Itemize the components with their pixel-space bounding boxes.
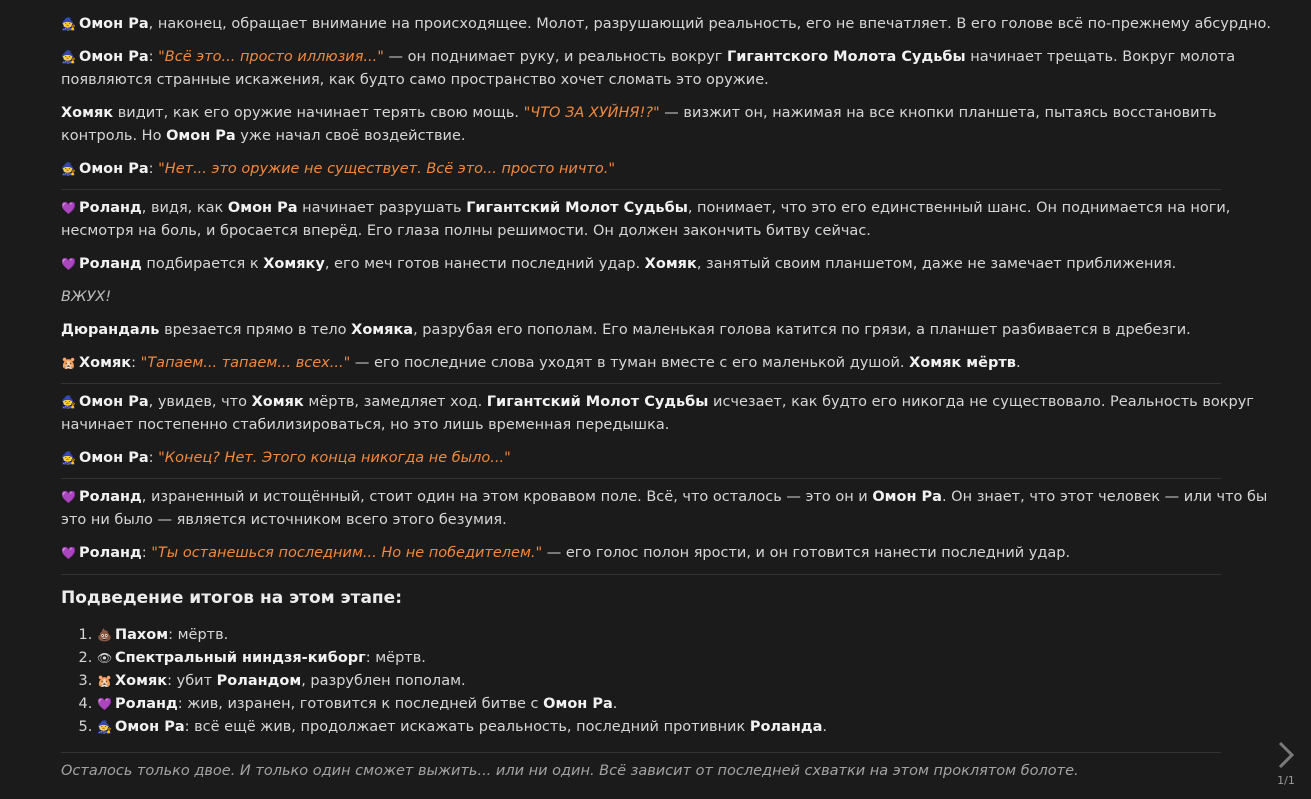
character-name: Роланд (79, 256, 142, 272)
dialogue-quote: "Нет... это оружие не существует. Всё это... просто ничто." (158, 161, 616, 177)
dialogue-quote: "Всё это... просто иллюзия..." (158, 49, 384, 65)
dialogue-quote: "Тапаем... тапаем... всех..." (140, 355, 351, 371)
list-item: 3. 🐹 Хомяк: убит Роландом, разрублен пополам. (97, 670, 827, 693)
divider (61, 189, 1221, 190)
character-name: Роланд (79, 489, 142, 505)
wizard-icon: 🧙 (61, 395, 76, 409)
list-item: 5. 🧙 Омон Ра: всё ещё жив, продолжает искажать реальность, последний противник Роланда. (97, 716, 827, 739)
paragraph: 🧙 Омон Ра, увидев, что Хомяк мёртв, замедляет ход. Гигантский Молот Судьбы исчезает, как будто его никогда не существовало. Реальность вокруг начинает постепенно стабилизироваться, но это лишь временная передышка. (61, 391, 1273, 437)
purple-heart-icon: 💜 (61, 257, 76, 271)
pagination (1271, 740, 1301, 787)
wizard-icon: 🧙 (61, 162, 76, 176)
paragraph: 🧙 Омон Ра, наконец, обращает внимание на происходящее. Молот, разрушающий реальность, его не впечатляет. В его голове всё по-прежнему абсурдно. (61, 13, 1273, 36)
wizard-icon: 🧙 (61, 451, 76, 465)
paragraph: 💜 Роланд, видя, как Омон Ра начинает разрушать Гигантский Молот Судьбы, понимает, что это его единственный шанс. Он поднимается на ноги, несмотря на боль, и бросается вперёд. Его глаза полны решимости. Он должен закончить битву сейчас. (61, 197, 1273, 243)
character-name: Омон Ра (79, 450, 149, 466)
chevron-right-icon[interactable] (1271, 740, 1301, 774)
dialogue-quote: "ЧТО ЗА ХУЙНЯ!?" (523, 105, 660, 121)
divider (61, 574, 1221, 575)
paragraph: 🧙 Омон Ра: "Всё это... просто иллюзия..." — он поднимает руку, и реальность вокруг Гигантского Молота Судьбы начинает трещать. Вокруг молота появляются странные искажения, как будто само пространство хочет сломать это оружие. (61, 46, 1273, 92)
paragraph: 💜 Роланд: "Ты останешься последним... Но не победителем." — его голос полон ярости, и он готовится нанести последний удар. (61, 542, 1273, 565)
paragraph: Дюрандаль врезается прямо в тело Хомяка, разрубая его пополам. Его маленькая голова катится по грязи, а планшет разбивается в дребезги. (61, 322, 1191, 338)
sound-effect: ВЖУХ! (61, 289, 112, 305)
character-name: Роланд (79, 200, 142, 216)
purple-heart-icon: 💜 (61, 201, 76, 215)
page-counter: 1/1 (1277, 774, 1295, 787)
character-name: Хомяк (79, 355, 132, 371)
purple-heart-icon: 💜 (97, 697, 112, 711)
paragraph: 💜 Роланд подбирается к Хомяку, его меч готов нанести последний удар. Хомяк, занятый своим планшетом, даже не замечает приближения. (61, 253, 1273, 276)
wizard-icon: 🧙 (61, 50, 76, 64)
character-name: Хомяк (61, 105, 114, 121)
character-name: Омон Ра (79, 394, 149, 410)
paragraph: Хомяк видит, как его оружие начинает терять свою мощь. "ЧТО ЗА ХУЙНЯ!?" — визжит он, нажимая на все кнопки планшета, пытаясь восстановить контроль. Но Омон Ра уже начал своё воздействие. (61, 105, 1217, 144)
dialogue-quote: "Ты останешься последним... Но не победителем." (151, 545, 543, 561)
hamster-icon: 🐹 (61, 356, 76, 370)
wizard-icon: 🧙 (61, 17, 76, 31)
paragraph: 🧙 Омон Ра: "Конец? Нет. Этого конца никогда не было..." (61, 447, 1273, 470)
summary-list (57, 624, 827, 739)
dialogue-quote: "Конец? Нет. Этого конца никогда не было..." (158, 450, 511, 466)
character-name: Омон Ра (79, 49, 149, 65)
character-name: Омон Ра (79, 16, 149, 32)
list-item: 4. 💜 Роланд: жив, изранен, готовится к последней битве с Омон Ра. (97, 693, 827, 716)
character-name: Омон Ра (79, 161, 149, 177)
list-item: 1. 💩 Пахом: мёртв. (97, 624, 827, 647)
closing-remark: Осталось только двое. И только один сможет выжить... или ни один. Всё зависит от последней схватки на этом проклятом болоте. (61, 763, 1079, 779)
poop-icon: 💩 (97, 628, 112, 642)
purple-heart-icon: 💜 (61, 546, 76, 560)
divider (61, 383, 1221, 384)
purple-heart-icon: 💜 (61, 490, 76, 504)
paragraph: 🧙 Омон Ра: "Нет... это оружие не существует. Всё это... просто ничто." (61, 158, 1273, 181)
character-name: Роланд (79, 545, 142, 561)
wizard-icon: 🧙 (97, 720, 112, 734)
paragraph: 💜 Роланд, израненный и истощённый, стоит один на этом кровавом поле. Всё, что осталось — это он и Омон Ра. Он знает, что этот человек — или что бы это ни было — является источником всего этого безумия. (61, 486, 1273, 532)
list-item: 2. 👁 Спектральный ниндзя-киборг: мёртв. (97, 647, 827, 670)
weapon-name: Дюрандаль (61, 322, 160, 338)
paragraph: 🐹 Хомяк: "Тапаем... тапаем... всех..." — его последние слова уходят в туман вместе с его маленькой душой. Хомяк мёртв. (61, 352, 1273, 375)
eye-icon: 👁 (97, 651, 113, 665)
divider (61, 752, 1221, 753)
summary-heading: Подведение итогов на этом этапе: (61, 588, 403, 608)
hamster-icon: 🐹 (97, 674, 112, 688)
divider (61, 478, 1221, 479)
